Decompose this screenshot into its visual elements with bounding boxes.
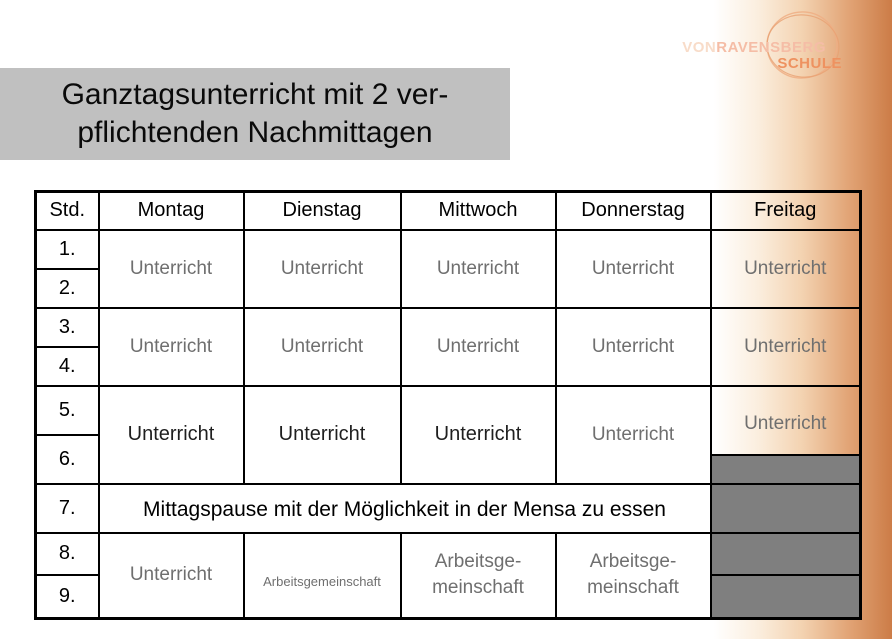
row-period-7 [36,484,861,533]
slide-title [0,68,510,160]
lesson-cell-montag-3-4: Unterricht [99,308,244,386]
club-cell-line2: meinschaft [587,577,679,599]
club-cell-line2: meinschaft [432,577,524,599]
lesson-cell-montag-1-2: Unterricht [99,230,244,308]
header-mittwoch: Mittwoch [401,192,556,230]
lesson-cell-freitag-5: Unterricht [712,387,860,456]
header-freitag: Freitag [711,192,861,230]
logo-school-name [682,40,826,55]
row-period-5 [36,386,861,435]
slide-title-line1: Ganztagsunterricht mit 2 ver- [61,78,449,111]
lesson-cell-freitag-1-2: Unterricht [711,230,861,308]
timetable [34,190,862,620]
row-period-1 [36,230,861,269]
header-donnerstag: Donnerstag [556,192,711,230]
club-cell-donnerstag-8-9 [556,533,711,619]
header-montag: Montag [99,192,244,230]
lesson-cell-montag-5-6: Unterricht [99,386,244,484]
period-cell-3: 3. [36,308,99,347]
club-cell-line1: Arbeitsge- [589,551,677,573]
header-row [36,192,861,230]
blocked-cell-freitag-6 [712,456,860,483]
period-cell-5: 5. [36,386,99,435]
lesson-cell-montag-8-9: Unterricht [99,533,244,619]
period-cell-4: 4. [36,347,99,386]
lesson-cell-mittwoch-5-6: Unterricht [401,386,556,484]
slide-title-line2: pflichtenden Nachmittagen [77,116,433,149]
lesson-cell-dienstag-5-6: Unterricht [244,386,401,484]
club-cell-dienstag-8-9: Arbeitsgemeinschaft [244,533,401,619]
blocked-cell-freitag-7 [711,484,861,533]
lesson-cell-mittwoch-3-4: Unterricht [401,308,556,386]
header-std: Std. [36,192,99,230]
lunch-cell: Mittagspause mit der Möglichkeit in der Mensa zu essen [99,484,711,533]
lesson-cell-dienstag-3-4: Unterricht [244,308,401,386]
freitag-5-6-wrap [712,387,860,483]
logo-text-ravensberg: RAVENSBERG [716,39,826,56]
period-cell-1: 1. [36,230,99,269]
lesson-cell-freitag-3-4: Unterricht [711,308,861,386]
logo-text-von: VON [682,39,717,56]
club-cell-line1: Arbeitsge- [434,551,522,573]
period-cell-2: 2. [36,269,99,308]
header-dienstag: Dienstag [244,192,401,230]
blocked-cell-freitag-9 [711,575,861,619]
period-cell-6: 6. [36,435,99,484]
row-period-3 [36,308,861,347]
school-logo [682,0,882,102]
lesson-cell-freitag-5-6 [711,386,861,484]
period-cell-9: 9. [36,575,99,619]
period-cell-7: 7. [36,484,99,533]
logo-text-schule: SCHULE [777,55,842,72]
row-period-8 [36,533,861,575]
lesson-cell-mittwoch-1-2: Unterricht [401,230,556,308]
period-cell-8: 8. [36,533,99,575]
lesson-cell-dienstag-1-2: Unterricht [244,230,401,308]
club-cell-mittwoch-8-9 [401,533,556,619]
blocked-cell-freitag-8 [711,533,861,575]
lesson-cell-donnerstag-1-2: Unterricht [556,230,711,308]
lesson-cell-donnerstag-5-6: Unterricht [556,386,711,484]
lesson-cell-donnerstag-3-4: Unterricht [556,308,711,386]
